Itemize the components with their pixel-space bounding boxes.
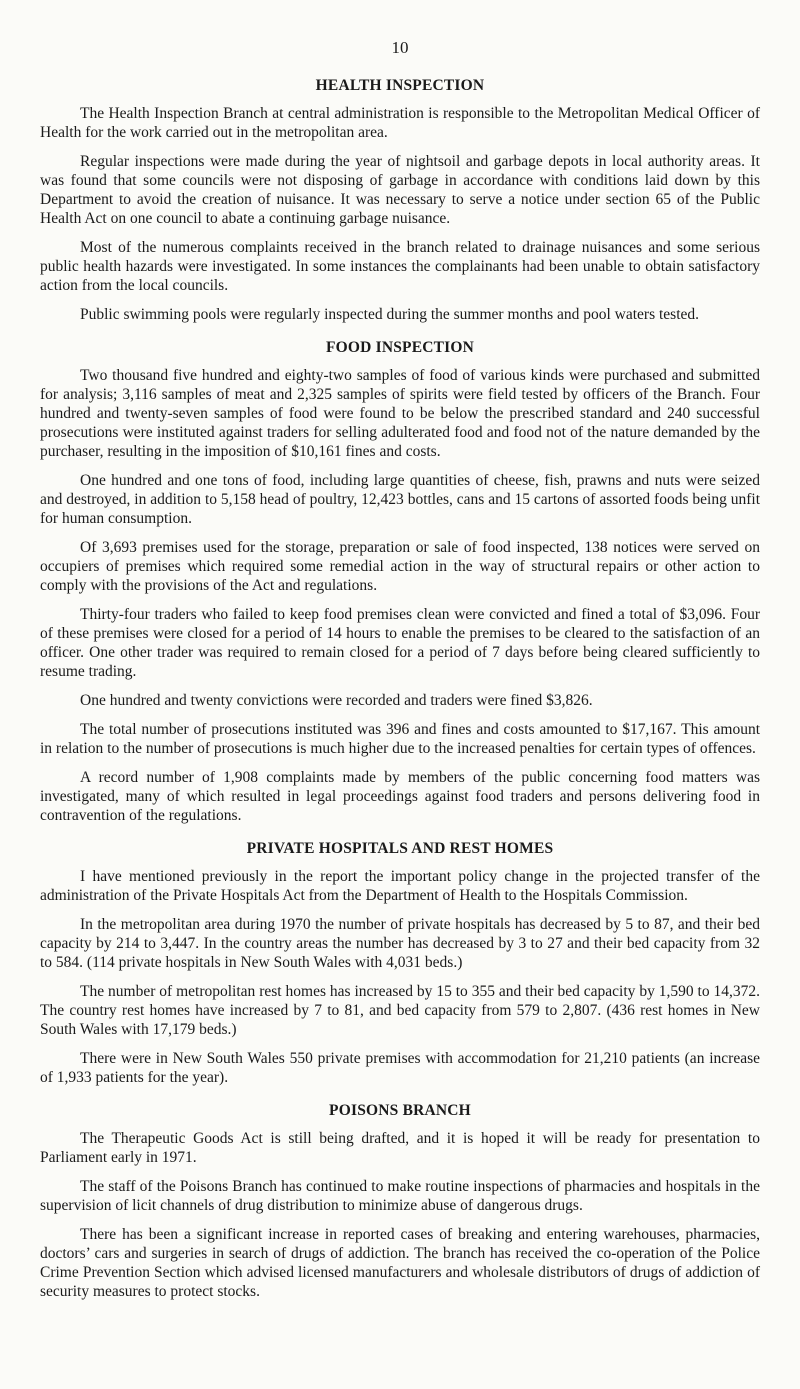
paragraph: The Health Inspection Branch at central administration is responsible to the Metropolitan Medical Officer of Health for the work carried out in the metropolitan area.: [40, 105, 760, 141]
paragraph: The number of metropolitan rest homes has increased by 15 to 355 and their bed capacity by 1,590 to 14,372. The country rest homes have increased by 7 to 81, and bed capacity from 579 to 2,807. (436 rest homes in New South Wales with 17,179 beds.): [40, 983, 760, 1038]
section-heading: POISONS BRANCH: [329, 1102, 471, 1119]
section-health-inspection: [40, 76, 760, 324]
paragraph: In the metropolitan area during 1970 the number of private hospitals has decreased by 5 to 87, and their bed capacity by 214 to 3,447. In the country areas the number has decreased by 3 to 27 and their bed capacity from 32 to 584. (114 private hospitals in New South Wales with 4,031 beds.): [40, 916, 760, 971]
paragraph: Regular inspections were made during the year of nightsoil and garbage depots in local authority areas. It was found that some councils were not disposing of garbage in accordance with conditions laid down by this Department to avoid the creation of nuisance. It was necessary to serve a notice under section 65 of the Public Health Act on one council to abate a continuing garbage nuisance.: [40, 153, 760, 227]
paragraph: Most of the numerous complaints received in the branch related to drainage nuisances and some serious public health hazards were investigated. In some instances the complainants had been unable to obtain satisfactory action from the local councils.: [40, 239, 760, 294]
paragraph: A record number of 1,908 complaints made by members of the public concerning food matters was investigated, many of which resulted in legal proceedings against food traders and persons delivering food in contravention of the regulations.: [40, 769, 760, 824]
paragraph: The total number of prosecutions instituted was 396 and fines and costs amounted to $17,167. This amount in relation to the number of prosecutions is much higher due to the increased penalties for certain types of offences.: [40, 721, 760, 757]
paragraph: The Therapeutic Goods Act is still being drafted, and it is hoped it will be ready for presentation to Parliament early in 1971.: [40, 1130, 760, 1166]
paragraph: The staff of the Poisons Branch has continued to make routine inspections of pharmacies and hospitals in the supervision of licit channels of drug distribution to minimize abuse of dangerous drugs.: [40, 1178, 760, 1214]
section-private-hospitals: [40, 839, 760, 1087]
paragraph: One hundred and twenty convictions were recorded and traders were fined $3,826.: [80, 692, 593, 709]
paragraph: There has been a significant increase in reported cases of breaking and entering warehouses, pharmacies, doctors’ cars and surgeries in search of drugs of addiction. The branch has received the co-operation of the Police Crime Prevention Section which advised licensed manufacturers and wholesale distributors of drugs of addiction of security measures to protect stocks.: [40, 1226, 760, 1300]
paragraph: Thirty-four traders who failed to keep food premises clean were convicted and fined a total of $3,096. Four of these premises were closed for a period of 14 hours to enable the premises to be cleared to the satisfaction of an officer. One other trader was required to remain closed for a period of 7 days before being cleared sufficiently to resume trading.: [40, 606, 760, 680]
paragraph: I have mentioned previously in the report the important policy change in the projected transfer of the administration of the Private Hospitals Act from the Department of Health to the Hospitals Commission.: [40, 868, 760, 904]
paragraph: Public swimming pools were regularly inspected during the summer months and pool waters tested.: [80, 306, 700, 323]
section-heading: HEALTH INSPECTION: [315, 77, 485, 94]
section-poisons-branch: [40, 1101, 760, 1301]
section-food-inspection: [40, 338, 760, 825]
section-heading: PRIVATE HOSPITALS AND REST HOMES: [246, 840, 554, 857]
paragraph: There were in New South Wales 550 private premises with accommodation for 21,210 patients (an increase of 1,933 patients for the year).: [40, 1050, 760, 1086]
paragraph: One hundred and one tons of food, including large quantities of cheese, fish, prawns and nuts were seized and destroyed, in addition to 5,158 head of poultry, 12,423 bottles, cans and 15 cartons of assorted foods being unfit for human consumption.: [40, 472, 760, 527]
section-heading: FOOD INSPECTION: [325, 339, 475, 356]
paragraph: Two thousand five hundred and eighty-two samples of food of various kinds were purchased and submitted for analysis; 3,116 samples of meat and 2,325 samples of spirits were field tested by officers of the Branch. Four hundred and twenty-seven samples of food were found to be below the prescribed standard and 240 successful prosecutions were instituted against traders for selling adulterated food and food not of the nature demanded by the purchaser, resulting in the imposition of $10,161 fines and costs.: [40, 367, 760, 460]
page-number: 10: [391, 38, 409, 57]
paragraph: Of 3,693 premises used for the storage, preparation or sale of food inspected, 138 notices were served on occupiers of premises which required some remedial action in the way of structural repairs or other action to comply with the provisions of the Act and regulations.: [40, 539, 760, 594]
